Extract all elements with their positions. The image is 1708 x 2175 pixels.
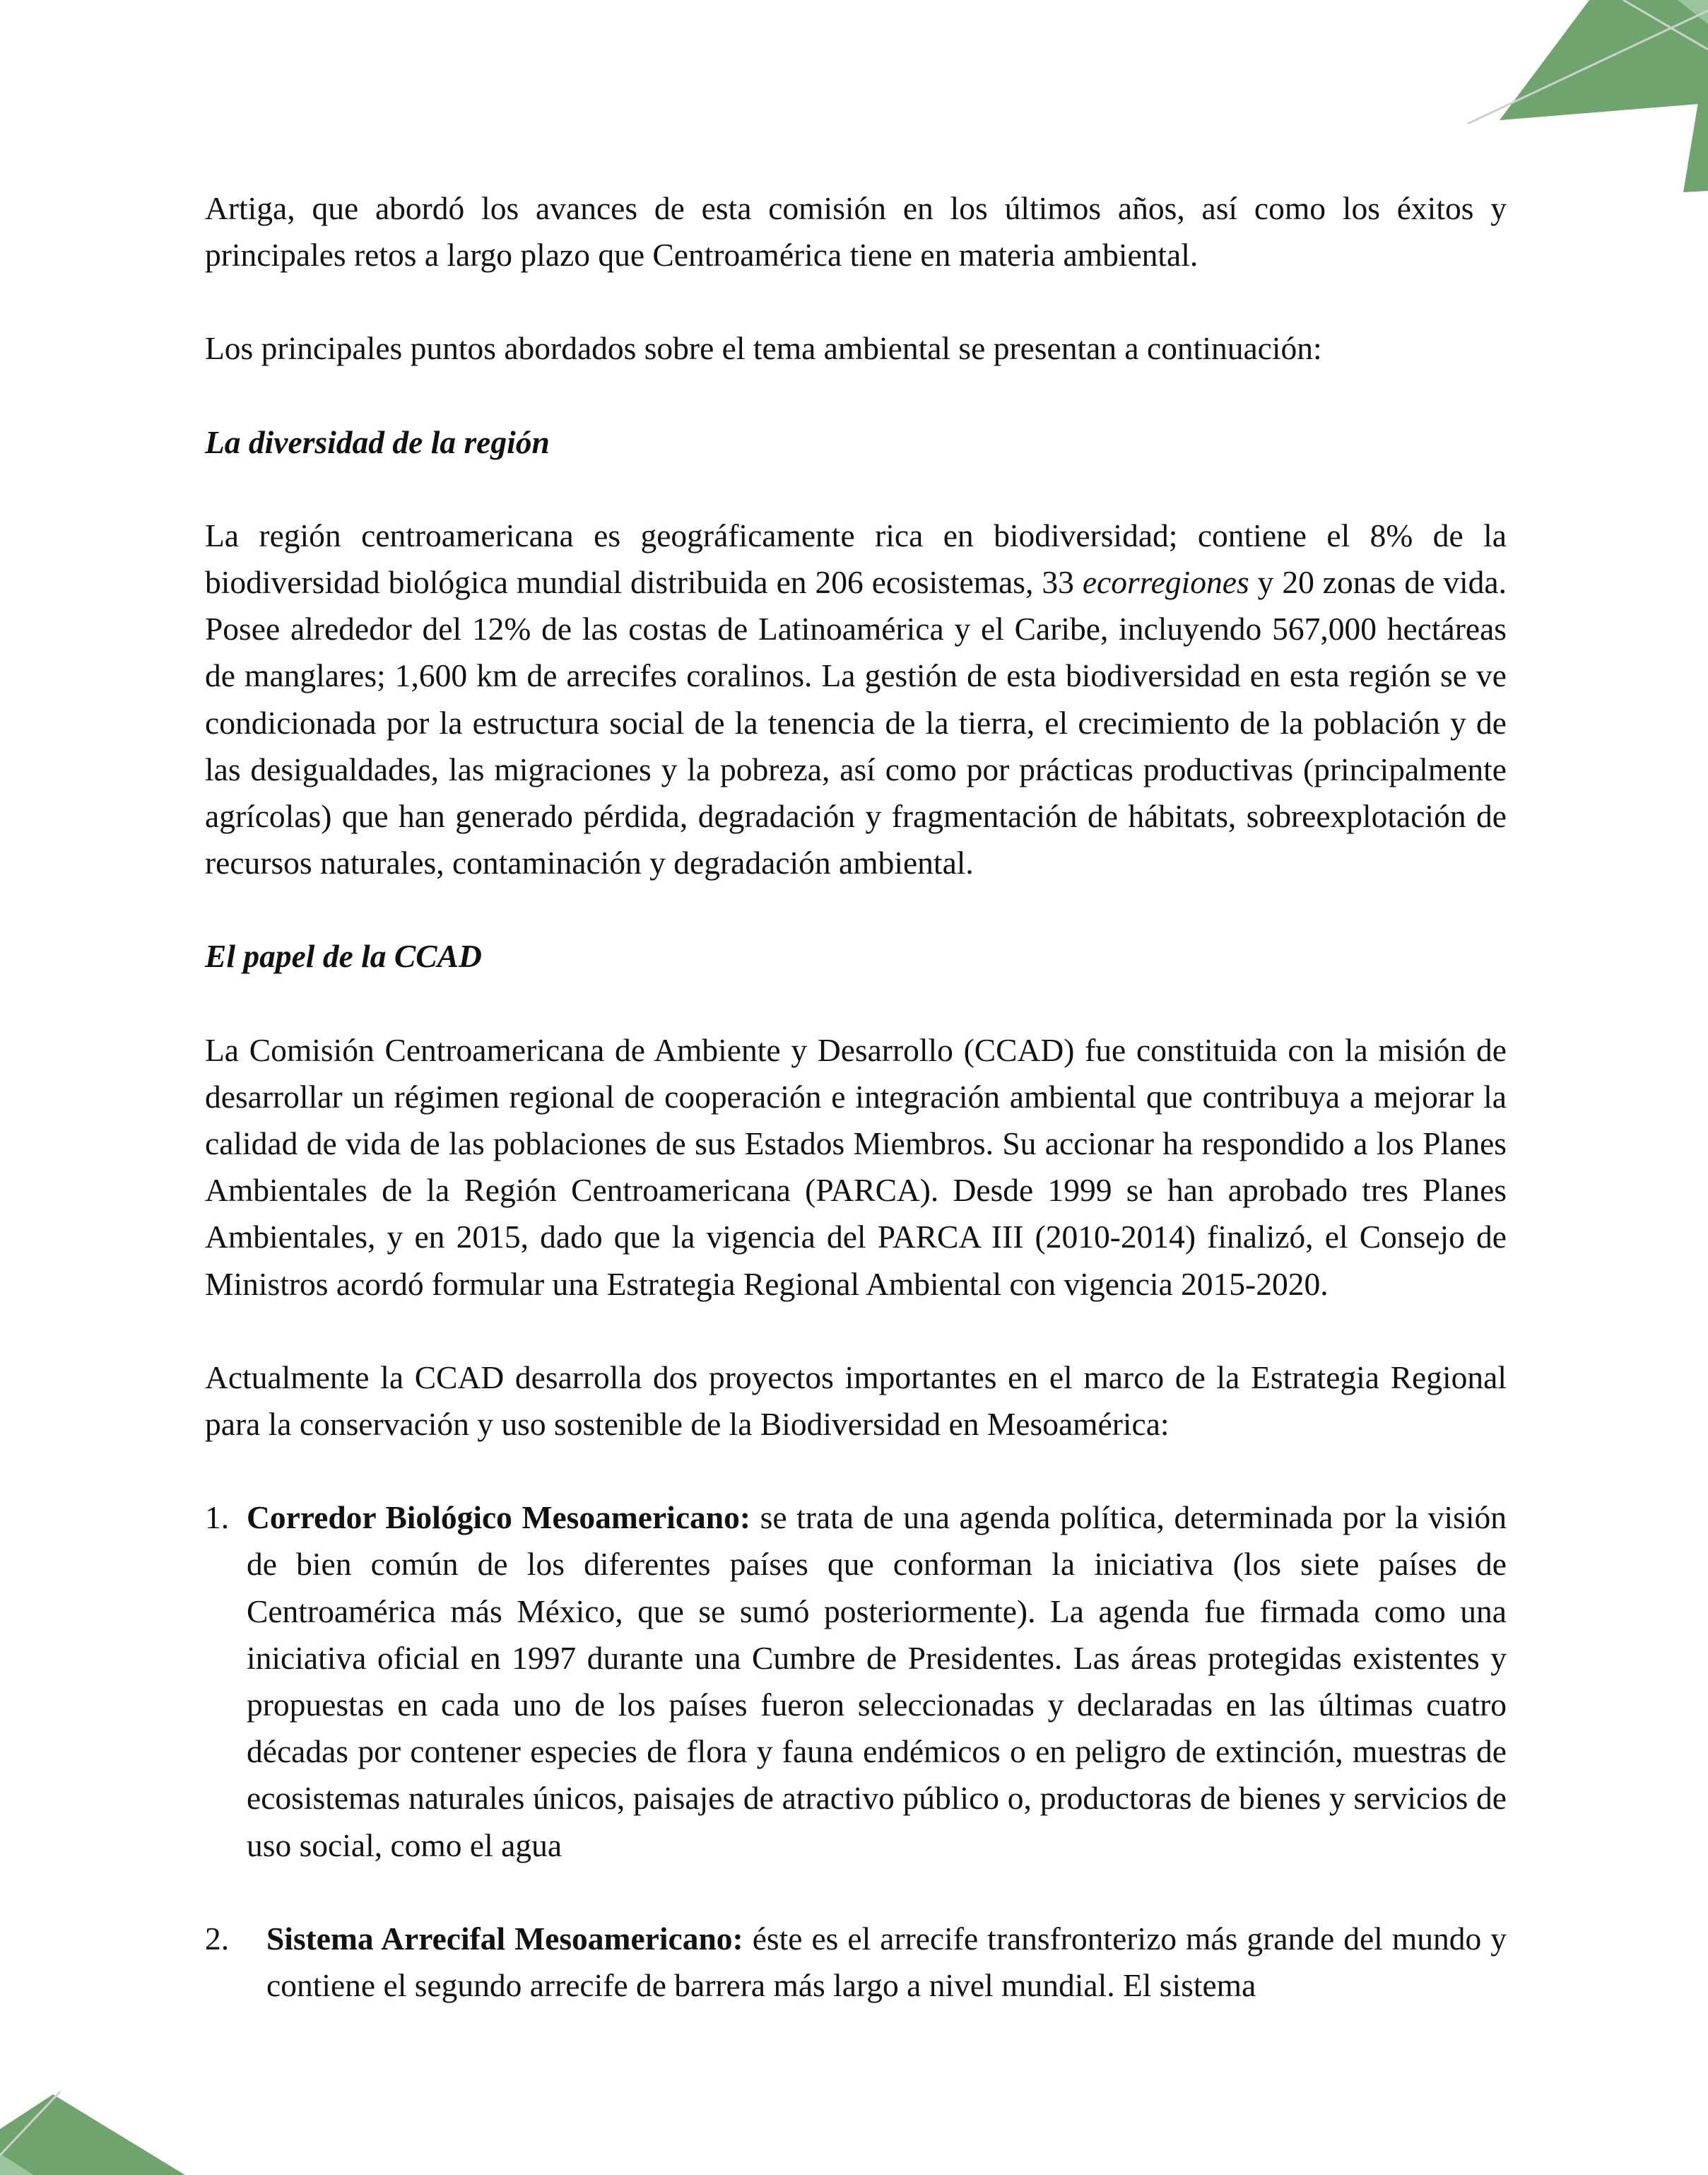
diversity-text-start: La región centroamericana es geográficamente rica en biodiversidad; contiene el 8% de la biodiversidad biológica mundial distribuida en 206 ecosistemas, 33 — [205, 517, 1507, 601]
list-item — [205, 1494, 1507, 1869]
list-item — [205, 1916, 1507, 2009]
ccad-paragraph: La Comisión Centroamericana de Ambiente y Desarrollo (CCAD) fue constituida con la misión de desarrollar un régimen regional de cooperación e integración ambiental que contribuya a mejorar la calidad de vida de las poblaciones de sus Estados Miembros. Su accionar ha respondido a los Planes Ambientales de la Región Centroamericana (PARCA). Desde 1999 se han aprobado tres Planes Ambientales, y en 2015, dado que la vigencia del PARCA III (2010-2014) finalizó, el Consejo de Ministros acordó formular una Estrategia Regional Ambiental con vigencia 2015-2020. — [205, 1031, 1507, 1302]
diversity-paragraph — [205, 512, 1507, 887]
list-item-number: 1. — [205, 1499, 230, 1536]
list-item-term: Corredor Biológico Mesoamericano: — [247, 1499, 750, 1536]
section-heading-ccad: El papel de la CCAD — [205, 938, 482, 975]
corner-decoration-top-right — [1411, 0, 1708, 198]
list-item-term: Sistema Arrecifal Mesoamericano: — [266, 1920, 743, 1957]
intro-paragraph: Artiga, que abordó los avances de esta comisión en los últimos años, así como los éxitos y principales retos a largo plazo que Centroamérica tiene en materia ambiental. — [205, 190, 1507, 274]
lead-paragraph: Los principales puntos abordados sobre el tema ambiental se presentan a continuación: — [205, 330, 1322, 367]
diversity-text-end: y 20 zonas de vida. Posee alrededor del 12% de las costas de Latinoamérica y el Caribe, incluyendo 567,000 hectáreas de manglares; 1,600 km de arrecifes coralinos. La gestión de esta biodiversidad en esta región se ve condicionada por la estructura social de la tenencia de la tierra, el crecimiento de la población y de las desigualdades, las migraciones y la pobreza, así como por prácticas productivas (principalmente agrícolas) que han generado pérdida, degradación y fragmentación de hábitats, sobreexplotación de recursos naturales, contaminación y degradación ambiental. — [205, 564, 1507, 881]
corner-triangle-dark — [0, 2094, 185, 2175]
section-heading-diversity: La diversidad de la región — [205, 423, 550, 460]
list-item-text: éste es el arrecife transfronterizo más grande del mundo y contiene el segundo arrecife de barrera más largo a nivel mundial. El sistema — [266, 1920, 1507, 2004]
list-item-text: se trata de una agenda política, determinada por la visión de bien común de los diferentes países que conforman la iniciativa (los siete países de Centroamérica más México, que se sumó posteriormente). La agenda fue firmada como una iniciativa oficial en 1997 durante una Cumbre de Presidentes. Las áreas protegidas existentes y propuestas en cada uno de los países fueron seleccionadas y declaradas en las últimas cuatro décadas por contener especies de flora y fauna endémicos o en peligro de extinción, muestras de ecosistemas naturales únicos, paisajes de atractivo público o, productoras de bienes y servicios de uso social, como el agua — [247, 1499, 1507, 1863]
projects-list — [205, 1494, 1507, 2009]
list-item-number: 2. — [205, 1920, 230, 1957]
document-body — [205, 185, 1507, 2009]
corner-decoration-bottom-left — [0, 2048, 212, 2175]
ecorregiones-term: ecorregiones — [1082, 564, 1249, 601]
projects-paragraph: Actualmente la CCAD desarrolla dos proyectos importantes en el marco de la Estrategia Regional para la conservación y uso sostenible de la Biodiversidad en Mesoamérica: — [205, 1359, 1507, 1443]
